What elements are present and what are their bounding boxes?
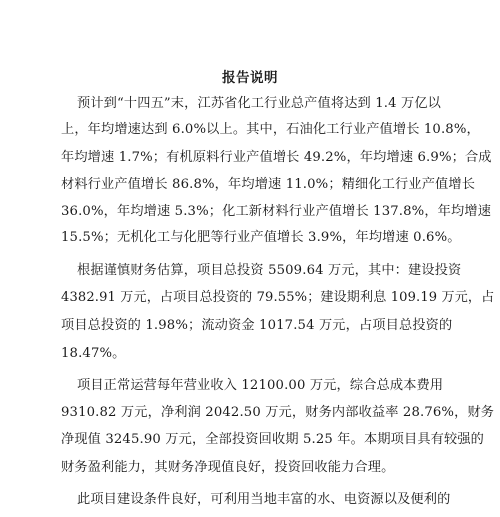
report-title: 报告说明 <box>222 70 278 86</box>
paragraph-2-line-3: 项目总投资的 1.98%；流动资金 1017.54 万元，占项目总投资的 <box>61 318 453 333</box>
paragraph-2-line-4: 18.47%。 <box>61 346 126 361</box>
paragraph-3-line-4: 财务盈利能力，其财务净现值良好，投资回收能力合理。 <box>61 460 395 475</box>
paragraph-1-line-2: 上，年均增速达到 6.0%以上。其中，石油化工行业产值增长 10.8%， <box>61 122 480 137</box>
paragraph-4-line-1: 此项目建设条件良好，可利用当地丰富的水、电资源以及便利的 <box>77 492 451 507</box>
paragraph-1-line-4: 材料行业产值增长 86.8%，年均增速 11.0%；精细化工行业产值增长 <box>61 177 476 192</box>
paragraph-2-line-1: 根据谨慎财务估算，项目总投资 5509.64 万元，其中：建设投资 <box>77 263 462 278</box>
paragraph-3-line-3: 净现值 3245.90 万元，全部投资回收期 5.25 年。本期项目具有较强的 <box>61 432 485 447</box>
paragraph-1-line-6: 15.5%；无机化工与化肥等行业产值增长 3.9%，年均增速 0.6%。 <box>61 230 461 245</box>
paragraph-2-line-2: 4382.91 万元，占项目总投资的 79.55%；建设期利息 109.19 万元，占 <box>61 290 495 305</box>
paragraph-1-line-1: 预计到“十四五”末，江苏省化工行业总产值将达到 1.4 万亿以 <box>77 96 441 111</box>
paragraph-1-line-5: 36.0%，年均增速 5.3%；化工新材料行业产值增长 137.8%，年均增速 <box>61 204 492 219</box>
paragraph-1-line-3: 年均增速 1.7%；有机原料行业产值增长 49.2%，年均增速 6.9%；合成 <box>61 150 492 165</box>
paragraph-3-line-2: 9310.82 万元，净利润 2042.50 万元，财务内部收益率 28.76%，财务 <box>61 405 495 420</box>
paragraph-3-line-1: 项目正常运营每年营业收入 12100.00 万元，综合总成本费用 <box>77 378 444 393</box>
